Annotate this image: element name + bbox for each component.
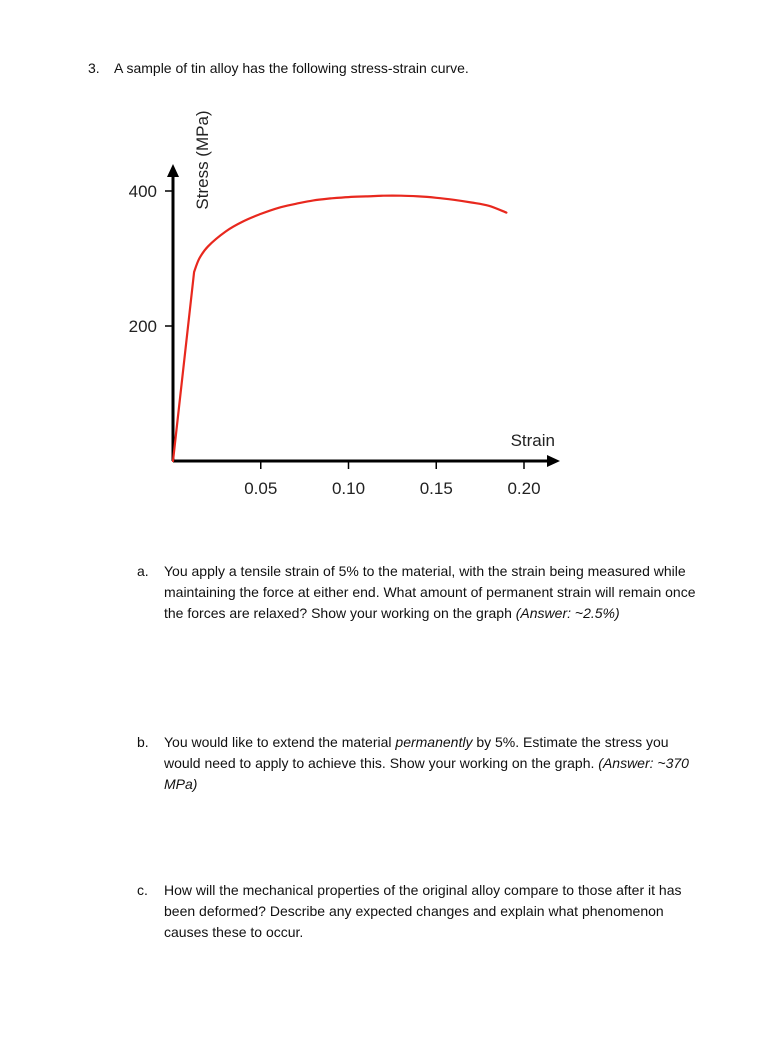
- x-tick-label: 0.10: [331, 479, 366, 498]
- question-number: 3.: [88, 60, 100, 76]
- question-text: A sample of tin alloy has the following stress-strain curve.: [114, 60, 469, 76]
- x-tick-label: 0.15: [419, 479, 453, 498]
- part-a-text: You apply a tensile strain of 5% to the material, with the strain being measured while maintaining the force at either end. What amount of permanent strain will remain once the forces are relaxed? Show your working on the graph: [164, 563, 696, 621]
- part-a-answer: (Answer: ~2.5%): [515, 605, 620, 621]
- x-axis-label: Strain: [510, 431, 555, 450]
- x-ticks: [244, 461, 540, 498]
- y-tick-label: 200: [128, 317, 157, 336]
- y-axis-label: Stress (MPa): [193, 110, 212, 210]
- part-b-emphasis: permanently: [395, 734, 473, 750]
- part-b-text-after: by 5%. Estimate the stress you would need to apply to achieve this. Show your working on the graph.: [164, 734, 669, 771]
- stress-strain-curve: [173, 196, 506, 461]
- part-c-letter: c.: [137, 882, 148, 898]
- y-axis-arrow: [167, 164, 179, 177]
- part-b-answer: (Answer: ~370 MPa): [164, 755, 689, 792]
- part-a-letter: a.: [137, 563, 149, 579]
- x-tick-label: 0.05: [244, 479, 278, 498]
- y-tick-label: 400: [128, 182, 157, 201]
- x-axis-arrow: [547, 455, 560, 467]
- x-tick-label: 0.20: [507, 479, 541, 498]
- part-b-letter: b.: [137, 734, 149, 750]
- part-c-text: How will the mechanical properties of the original alloy compare to those after it has been deformed? Describe any expected changes and explain what phenomenon causes these to occur.: [164, 882, 682, 940]
- y-ticks: [129, 182, 173, 336]
- part-b-text-before: You would like to extend the material: [164, 734, 396, 750]
